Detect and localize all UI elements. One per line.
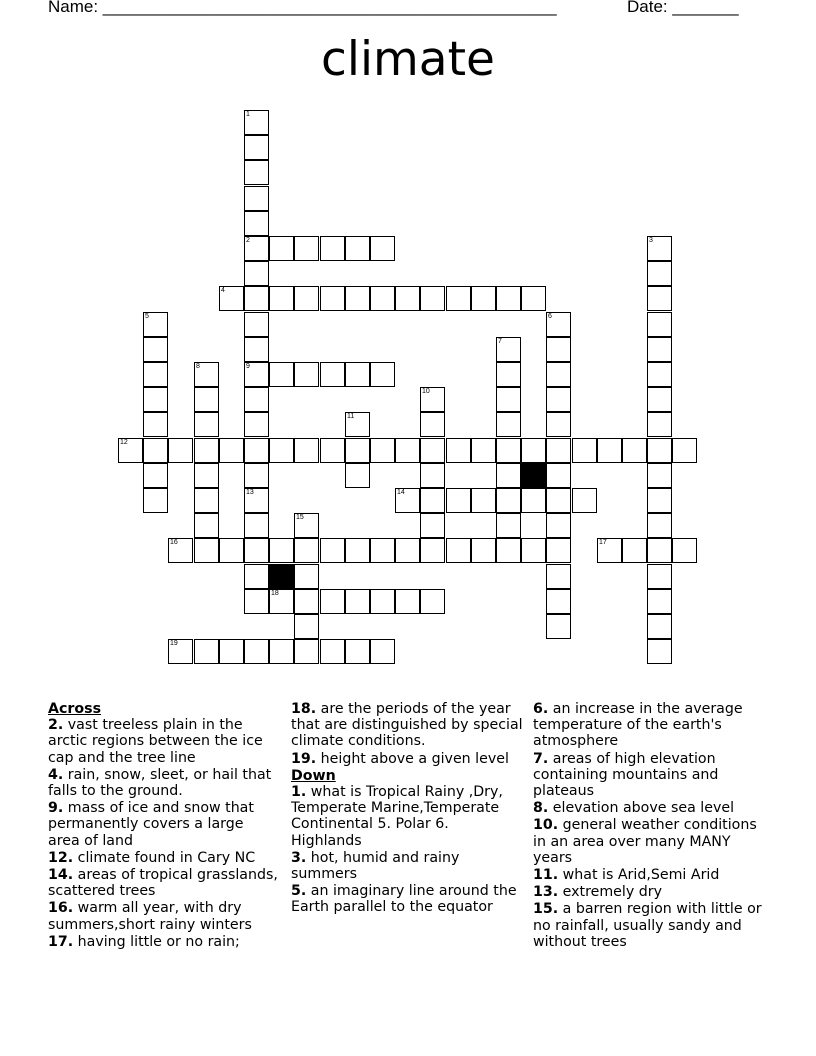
clue-item-number: 12. (48, 849, 74, 866)
grid-cell[interactable] (294, 362, 319, 387)
clue-item-number: 10. (533, 817, 559, 834)
grid-cell[interactable] (420, 438, 445, 463)
grid-cell[interactable] (496, 286, 521, 311)
clue-item-text: warm all year, with dry summers,short rainy winters (48, 900, 252, 933)
clue-item-number: 2. (48, 717, 64, 734)
black-cell (521, 463, 546, 488)
grid-cell[interactable] (521, 286, 546, 311)
grid-cell[interactable] (143, 362, 168, 387)
grid-cell[interactable] (446, 286, 471, 311)
clue-number: 15 (296, 514, 304, 521)
grid-cell[interactable] (244, 438, 269, 463)
grid-cell[interactable] (420, 463, 445, 488)
grid-cell[interactable] (320, 639, 345, 664)
grid-cell[interactable] (647, 463, 672, 488)
grid-cell[interactable] (572, 488, 597, 513)
grid-cell[interactable] (219, 286, 244, 311)
grid-cell[interactable] (168, 438, 193, 463)
grid-cell[interactable] (244, 564, 269, 589)
grid-cell[interactable] (294, 236, 319, 261)
grid-cell[interactable] (647, 488, 672, 513)
clue-item-number: 1. (291, 784, 307, 801)
clue-item (291, 883, 523, 915)
grid-cell[interactable] (370, 362, 395, 387)
grid-cell[interactable] (471, 538, 496, 563)
clue-item (533, 800, 773, 816)
grid-cell[interactable] (496, 463, 521, 488)
grid-cell[interactable] (395, 286, 420, 311)
grid-cell[interactable] (269, 438, 294, 463)
grid-cell[interactable] (345, 236, 370, 261)
clue-item-number: 6. (533, 701, 549, 717)
clue-item-text: rain, snow, sleet, or hail that falls to the ground. (48, 766, 272, 800)
grid-cell[interactable] (219, 538, 244, 563)
clue-item (291, 784, 523, 849)
grid-cell[interactable] (194, 639, 219, 664)
grid-cell[interactable] (546, 589, 571, 614)
clue-item-text: elevation above sea level (548, 800, 735, 817)
grid-cell[interactable] (546, 564, 571, 589)
clue-number: 17 (599, 539, 607, 546)
grid-cell[interactable] (496, 513, 521, 538)
grid-cell[interactable] (420, 513, 445, 538)
clue-item-number: 19. (291, 750, 317, 767)
clue-item (533, 884, 773, 900)
clue-item-text: areas of tropical grasslands, scattered trees (48, 867, 278, 900)
grid-cell[interactable] (294, 286, 319, 311)
grid-cell[interactable] (244, 312, 269, 337)
grid-cell[interactable] (395, 589, 420, 614)
grid-cell[interactable] (521, 488, 546, 513)
grid-cell[interactable] (546, 438, 571, 463)
clue-item-number: 4. (48, 766, 64, 783)
grid-cell[interactable] (194, 488, 219, 513)
clue-item-number: 13. (533, 884, 559, 901)
clue-item-number: 17. (48, 933, 74, 950)
grid-cell[interactable] (597, 538, 622, 563)
grid-cell[interactable] (546, 362, 571, 387)
clue-number: 3 (649, 237, 653, 244)
grid-cell[interactable] (168, 538, 193, 563)
clue-number: 12 (120, 439, 128, 446)
grid-cell[interactable] (546, 463, 571, 488)
clue-item (48, 867, 278, 899)
grid-cell[interactable] (244, 538, 269, 563)
grid-cell[interactable] (244, 362, 269, 387)
clue-item-text: general weather conditions in an area over many MANY years (533, 817, 757, 866)
grid-cell[interactable] (546, 513, 571, 538)
grid-cell[interactable] (294, 589, 319, 614)
clue-number: 7 (498, 338, 502, 345)
grid-cell[interactable] (143, 412, 168, 437)
clue-item-number: 11. (533, 867, 559, 884)
clue-item-text: areas of high elevation containing mountains and plateaus (533, 750, 719, 800)
grid-cell[interactable] (647, 261, 672, 286)
grid-cell[interactable] (446, 488, 471, 513)
clue-item-text: mass of ice and snow that permanently covers a large area of land (48, 800, 254, 849)
grid-cell[interactable] (143, 387, 168, 412)
grid-cell[interactable] (244, 135, 269, 160)
clue-item-text: a barren region with little or no rainfall, usually sandy and without trees (533, 901, 762, 950)
clue-item (291, 701, 523, 750)
clue-item (533, 701, 773, 750)
down-clue-list-continued (533, 701, 773, 950)
clue-column-2 (291, 701, 523, 917)
clue-item (291, 850, 523, 882)
grid-cell[interactable] (546, 312, 571, 337)
clue-item (533, 867, 773, 883)
grid-cell[interactable] (546, 412, 571, 437)
grid-cell[interactable] (269, 538, 294, 563)
grid-cell[interactable] (521, 538, 546, 563)
grid-cell[interactable] (647, 438, 672, 463)
grid-cell[interactable] (194, 438, 219, 463)
grid-cell[interactable] (244, 412, 269, 437)
clue-item-number: 5. (291, 883, 307, 900)
clue-number: 16 (170, 539, 178, 546)
grid-cell[interactable] (320, 286, 345, 311)
clue-item-text: hot, humid and rainy summers (291, 849, 460, 883)
clue-item-number: 16. (48, 900, 74, 917)
clue-column-1 (48, 701, 278, 951)
grid-cell[interactable] (546, 614, 571, 639)
grid-cell[interactable] (194, 538, 219, 563)
clue-number: 9 (246, 363, 250, 370)
grid-cell[interactable] (420, 488, 445, 513)
clue-item-number: 9. (48, 800, 64, 817)
clue-item (533, 901, 773, 950)
clue-number: 10 (422, 388, 430, 395)
grid-cell[interactable] (244, 639, 269, 664)
grid-cell[interactable] (672, 538, 697, 563)
grid-cell[interactable] (647, 639, 672, 664)
grid-cell[interactable] (345, 463, 370, 488)
clue-item-text: what is Tropical Rainy ,Dry, Temperate Marine,Temperate Continental 5. Polar 6. Highlands (291, 784, 503, 849)
clue-item-text: an imaginary line around the Earth parallel to the equator (291, 883, 517, 916)
grid-cell[interactable] (370, 639, 395, 664)
grid-cell[interactable] (244, 589, 269, 614)
grid-cell[interactable] (244, 110, 269, 135)
clue-number: 19 (170, 640, 178, 647)
grid-cell[interactable] (647, 236, 672, 261)
clue-item-text: having little or no rain; (73, 933, 240, 950)
clue-item-number: 3. (291, 849, 307, 866)
clue-number: 2 (246, 237, 250, 244)
clue-item (48, 717, 278, 766)
grid-cell[interactable] (496, 337, 521, 362)
grid-cell[interactable] (345, 438, 370, 463)
grid-cell[interactable] (546, 337, 571, 362)
grid-cell[interactable] (294, 564, 319, 589)
clue-number: 1 (246, 111, 250, 118)
date-field: Date: _______ (627, 0, 739, 16)
grid-cell[interactable] (219, 438, 244, 463)
grid-cell[interactable] (294, 614, 319, 639)
grid-cell[interactable] (345, 412, 370, 437)
grid-cell[interactable] (244, 186, 269, 211)
grid-cell[interactable] (647, 513, 672, 538)
grid-cell[interactable] (219, 639, 244, 664)
grid-cell[interactable] (143, 488, 168, 513)
grid-cell[interactable] (647, 337, 672, 362)
grid-cell[interactable] (647, 589, 672, 614)
grid-cell[interactable] (370, 538, 395, 563)
grid-cell[interactable] (294, 639, 319, 664)
grid-cell[interactable] (395, 438, 420, 463)
clue-number: 13 (246, 489, 254, 496)
clue-item (48, 850, 278, 866)
clue-number: 14 (397, 489, 405, 496)
grid-cell[interactable] (345, 639, 370, 664)
clue-number: 11 (347, 413, 355, 420)
grid-cell[interactable] (320, 236, 345, 261)
clue-column-3 (533, 701, 773, 951)
clue-number: 6 (548, 313, 552, 320)
grid-cell[interactable] (420, 538, 445, 563)
grid-cell[interactable] (647, 286, 672, 311)
grid-cell[interactable] (647, 412, 672, 437)
across-clue-list (48, 717, 278, 950)
clue-item-number: 15. (533, 901, 559, 918)
grid-cell[interactable] (572, 438, 597, 463)
grid-cell[interactable] (496, 538, 521, 563)
grid-cell[interactable] (194, 362, 219, 387)
grid-cell[interactable] (521, 438, 546, 463)
grid-cell[interactable] (194, 387, 219, 412)
grid-cell[interactable] (446, 438, 471, 463)
clue-item-text: climate found in Cary NC (73, 849, 256, 866)
grid-cell[interactable] (194, 463, 219, 488)
grid-cell[interactable] (546, 488, 571, 513)
grid-cell[interactable] (194, 412, 219, 437)
clue-item (48, 767, 278, 799)
grid-cell[interactable] (320, 438, 345, 463)
grid-cell[interactable] (597, 438, 622, 463)
grid-cell[interactable] (345, 589, 370, 614)
grid-cell[interactable] (446, 538, 471, 563)
grid-cell[interactable] (647, 614, 672, 639)
grid-cell[interactable] (194, 513, 219, 538)
grid-cell[interactable] (496, 438, 521, 463)
grid-cell[interactable] (546, 538, 571, 563)
grid-cell[interactable] (672, 438, 697, 463)
grid-cell[interactable] (320, 362, 345, 387)
grid-cell[interactable] (269, 286, 294, 311)
grid-cell[interactable] (420, 286, 445, 311)
grid-cell[interactable] (244, 463, 269, 488)
grid-cell[interactable] (345, 362, 370, 387)
black-cell (269, 564, 294, 589)
grid-cell[interactable] (471, 438, 496, 463)
name-field: Name: ________________________________________________ (48, 0, 557, 16)
grid-cell[interactable] (471, 286, 496, 311)
grid-cell[interactable] (546, 387, 571, 412)
grid-cell[interactable] (244, 160, 269, 185)
grid-cell[interactable] (622, 538, 647, 563)
grid-cell[interactable] (395, 488, 420, 513)
grid-cell[interactable] (244, 286, 269, 311)
clue-item-text: are the periods of the year that are distinguished by special climate conditions. (291, 701, 523, 750)
clue-item-text: height above a given level (316, 750, 509, 767)
grid-cell[interactable] (647, 564, 672, 589)
clue-item-number: 7. (533, 750, 549, 767)
grid-cell[interactable] (244, 211, 269, 236)
clue-item (533, 817, 773, 866)
grid-cell[interactable] (294, 538, 319, 563)
clue-item (291, 751, 523, 767)
puzzle-title: climate (321, 32, 495, 87)
grid-cell[interactable] (244, 261, 269, 286)
grid-cell[interactable] (496, 488, 521, 513)
grid-cell[interactable] (496, 387, 521, 412)
grid-cell[interactable] (370, 589, 395, 614)
clue-number: 18 (271, 590, 279, 597)
grid-cell[interactable] (244, 337, 269, 362)
grid-cell[interactable] (168, 639, 193, 664)
clue-item-text: what is Arid,Semi Arid (558, 867, 720, 884)
grid-cell[interactable] (345, 538, 370, 563)
grid-cell[interactable] (269, 639, 294, 664)
clue-item (533, 751, 773, 800)
grid-cell[interactable] (143, 463, 168, 488)
grid-cell[interactable] (294, 438, 319, 463)
down-clue-list (291, 784, 523, 916)
grid-cell[interactable] (244, 488, 269, 513)
grid-cell[interactable] (420, 387, 445, 412)
grid-cell[interactable] (320, 589, 345, 614)
grid-cell[interactable] (143, 312, 168, 337)
grid-cell[interactable] (496, 362, 521, 387)
across-heading: Across (48, 701, 102, 717)
grid-cell[interactable] (143, 337, 168, 362)
clue-item-text: extremely dry (558, 884, 662, 901)
grid-cell[interactable] (269, 236, 294, 261)
clue-item-number: 8. (533, 800, 549, 817)
grid-cell[interactable] (647, 387, 672, 412)
grid-cell[interactable] (622, 438, 647, 463)
clue-item-number: 18. (291, 701, 317, 717)
clue-number: 4 (221, 287, 225, 294)
grid-cell[interactable] (420, 589, 445, 614)
grid-cell[interactable] (647, 312, 672, 337)
grid-cell[interactable] (420, 412, 445, 437)
grid-cell[interactable] (647, 538, 672, 563)
grid-cell[interactable] (496, 412, 521, 437)
clue-item (48, 900, 278, 932)
down-heading: Down (291, 767, 336, 784)
grid-cell[interactable] (647, 362, 672, 387)
grid-cell[interactable] (244, 387, 269, 412)
clue-item (48, 934, 278, 950)
clue-number: 5 (145, 313, 149, 320)
grid-cell[interactable] (294, 513, 319, 538)
grid-cell[interactable] (370, 236, 395, 261)
grid-cell[interactable] (345, 286, 370, 311)
clue-item-text: an increase in the average temperature of the earth's atmosphere (533, 701, 743, 750)
grid-cell[interactable] (118, 438, 143, 463)
clue-number: 8 (196, 363, 200, 370)
clue-item-text: vast treeless plain in the arctic regions between the ice cap and the tree line (48, 717, 263, 766)
grid-cell[interactable] (244, 236, 269, 261)
grid-cell[interactable] (320, 538, 345, 563)
grid-cell[interactable] (471, 488, 496, 513)
grid-cell[interactable] (143, 438, 168, 463)
grid-cell[interactable] (269, 589, 294, 614)
grid-cell[interactable] (244, 513, 269, 538)
clue-item-number: 14. (48, 867, 74, 884)
across-clue-list-continued (291, 701, 523, 767)
grid-cell[interactable] (269, 362, 294, 387)
grid-cell[interactable] (395, 538, 420, 563)
clue-item (48, 800, 278, 849)
grid-cell[interactable] (370, 438, 395, 463)
grid-cell[interactable] (370, 286, 395, 311)
